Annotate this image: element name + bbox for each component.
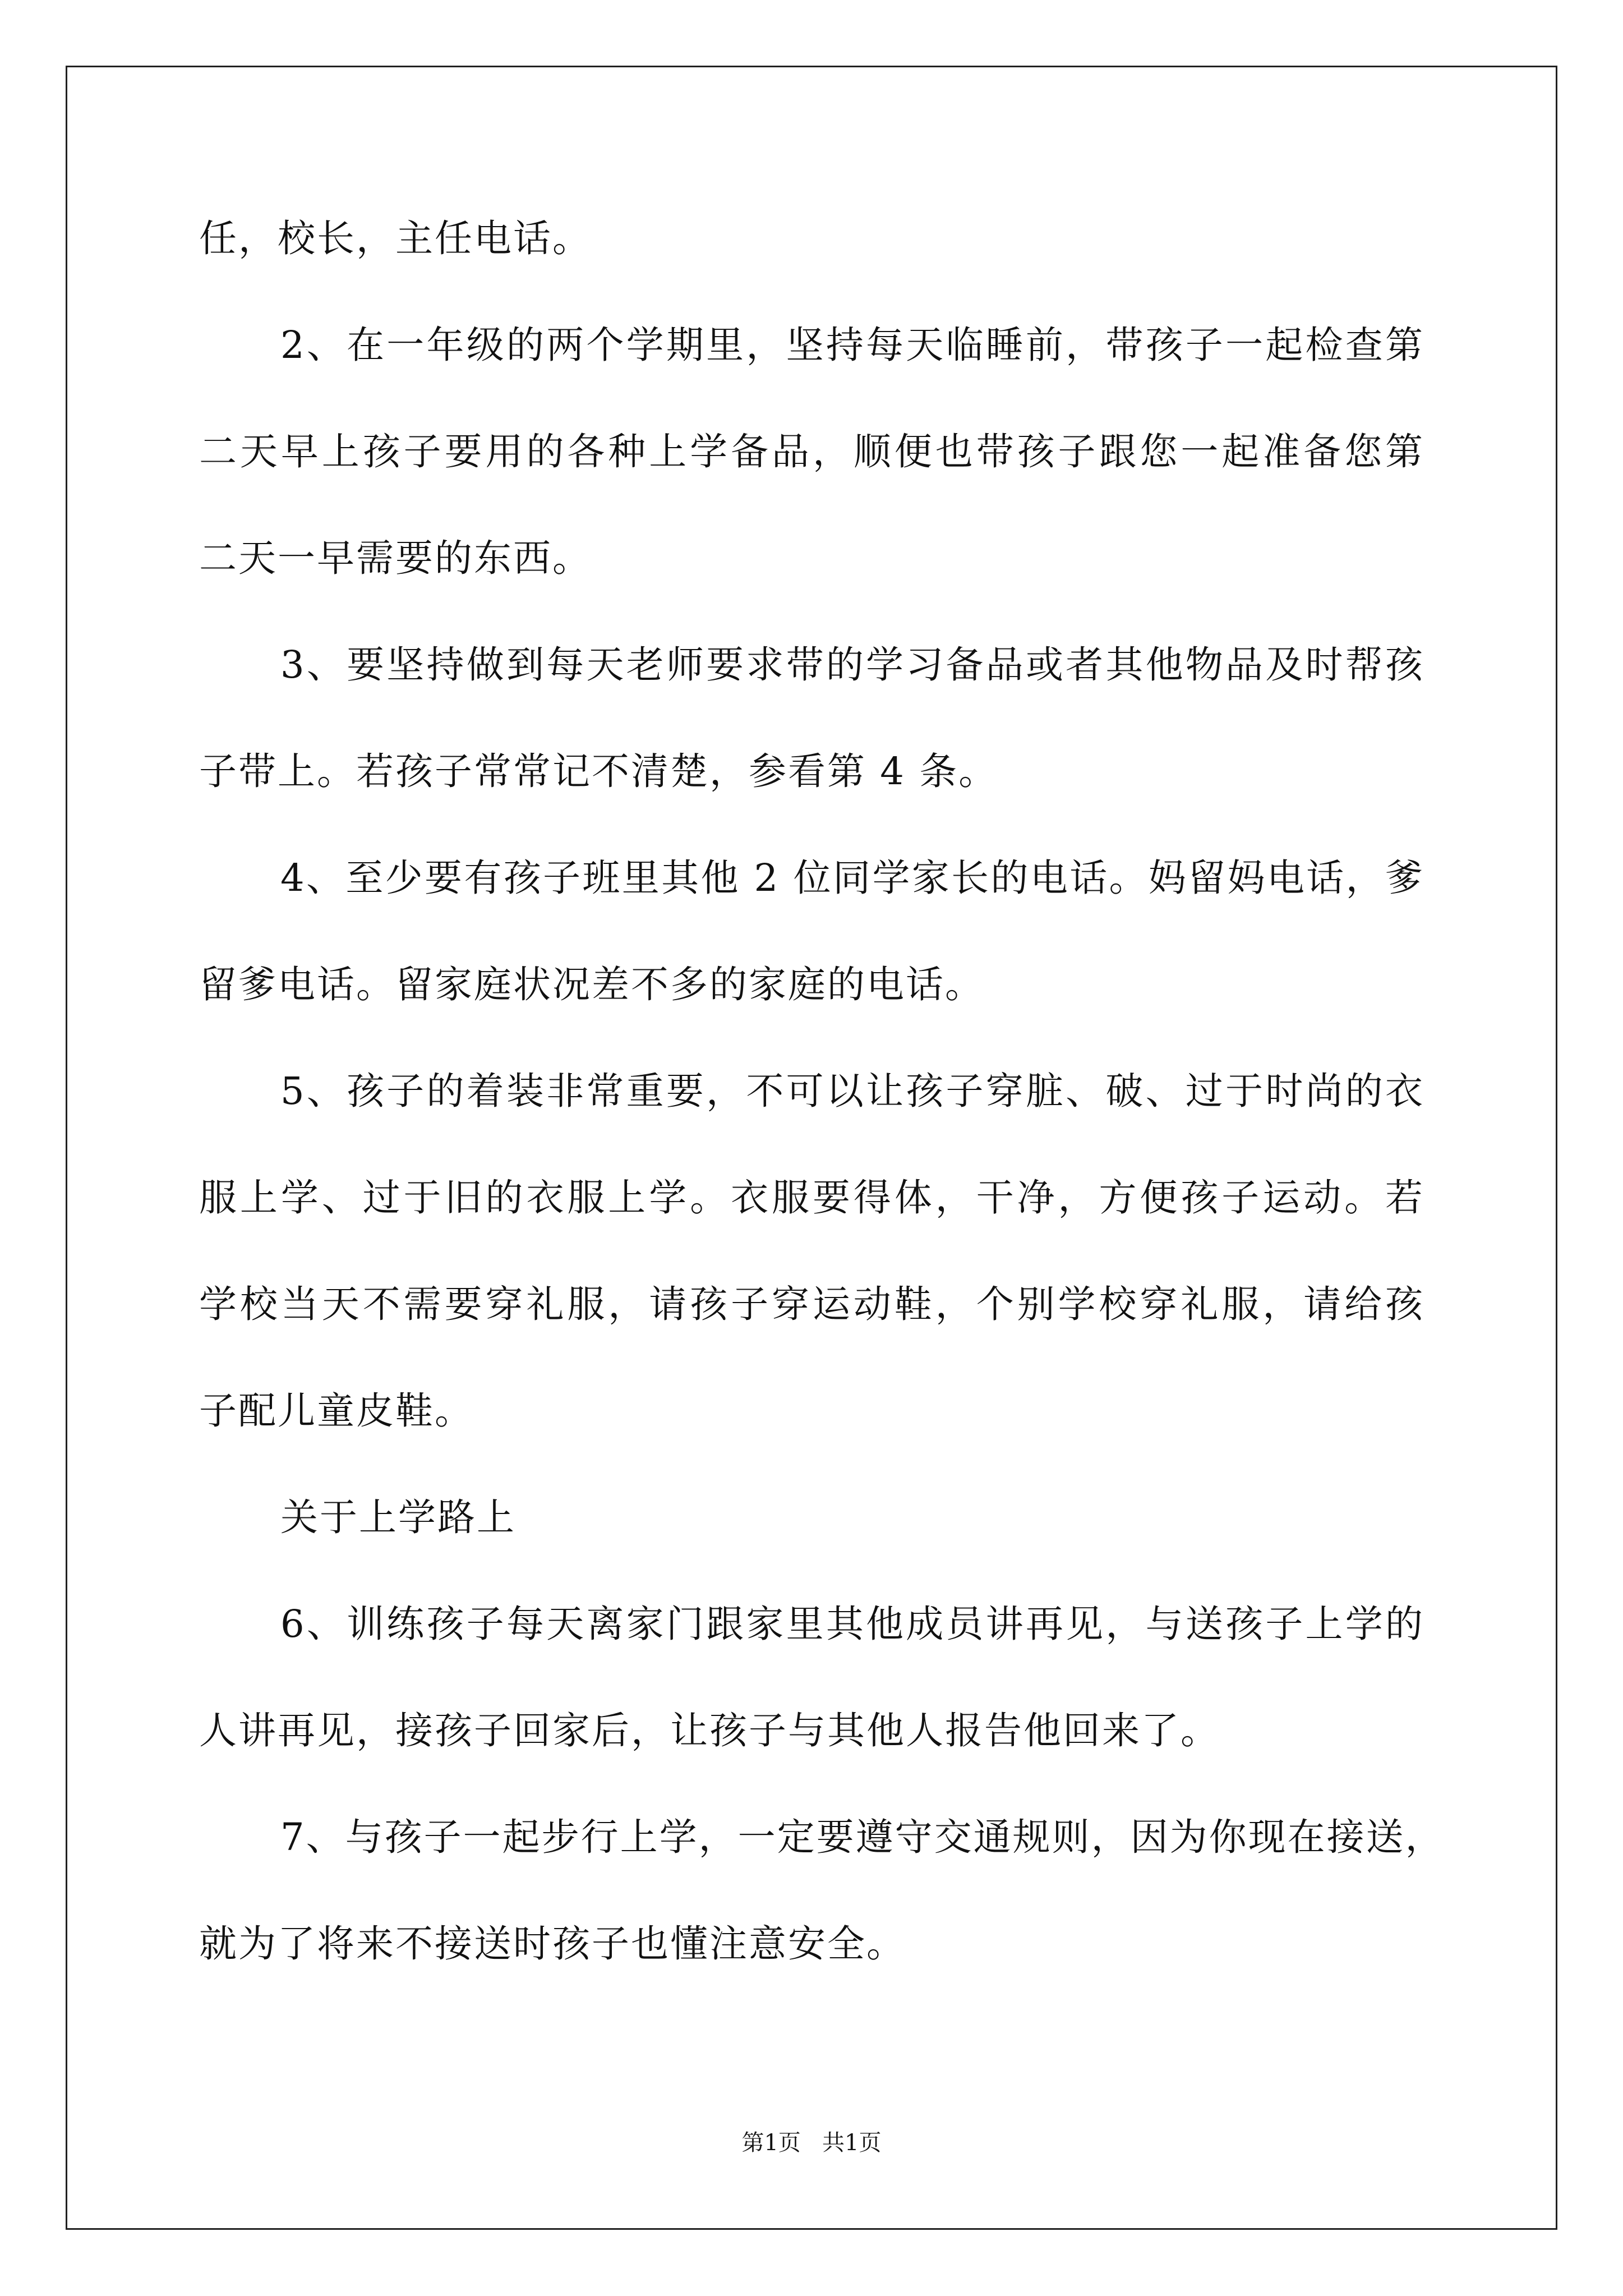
text-line: 7、与孩子一起步行上学，一定要遵守交通规则，因为你现在接送，: [280, 1815, 1445, 1859]
page-border: [66, 66, 1557, 2230]
text-line: 3、要坚持做到每天老师要求带的学习备品或者其他物品及时帮孩: [280, 643, 1424, 687]
page-number-footer: 第1页 共1页: [741, 2130, 882, 2156]
text-line: 二天早上孩子要用的各种上学备品，顺便也带孩子跟您一起准备您第: [199, 430, 1424, 473]
text-line: 学校当天不需要穿礼服，请孩子穿运动鞋，个别学校穿礼服，请给孩: [199, 1282, 1424, 1326]
text-line: 就为了将来不接送时孩子也懂注意安全。: [199, 1922, 906, 1966]
section-heading: 关于上学路上: [280, 1496, 516, 1539]
text-line: 子带上。若孩子常常记不清楚，参看第 4 条。: [199, 749, 998, 793]
text-line: 子配儿童皮鞋。: [199, 1389, 474, 1433]
text-line: 2、在一年级的两个学期里，坚持每天临睡前，带孩子一起检查第: [280, 323, 1424, 367]
text-line: 6、训练孩子每天离家门跟家里其他成员讲再见，与送孩子上学的: [280, 1602, 1424, 1646]
text-line: 任，校长，主任电话。: [199, 217, 592, 260]
text-line: 5、孩子的着装非常重要，不可以让孩子穿脏、破、过于时尚的衣: [280, 1069, 1424, 1113]
text-line: 二天一早需要的东西。: [199, 536, 592, 580]
text-line: 服上学、过于旧的衣服上学。衣服要得体，干净，方便孩子运动。若: [199, 1176, 1424, 1220]
text-line: 人讲再见，接孩子回家后，让孩子与其他人报告他回来了。: [199, 1709, 1220, 1752]
text-line: 4、至少要有孩子班里其他 2 位同学家长的电话。妈留妈电话，爹: [280, 856, 1424, 900]
text-line: 留爹电话。留家庭状况差不多的家庭的电话。: [199, 963, 984, 1006]
